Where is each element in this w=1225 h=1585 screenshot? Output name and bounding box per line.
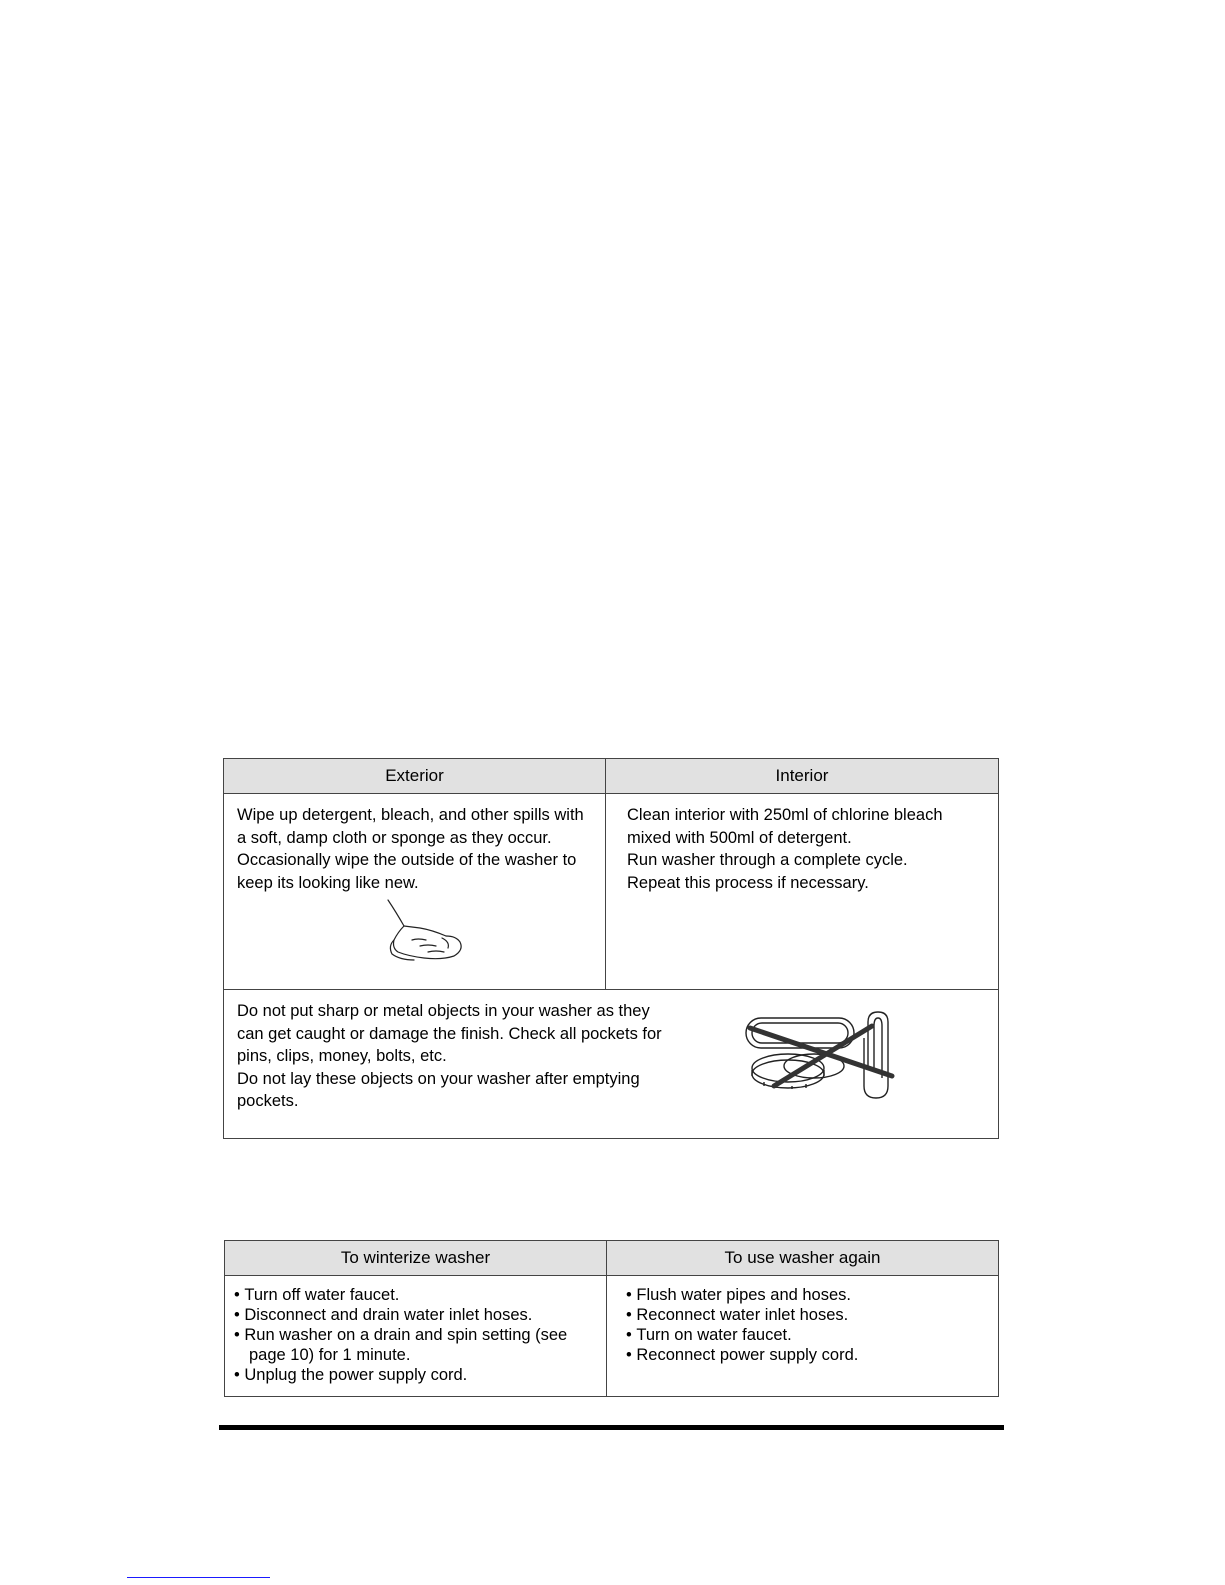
interior-line: Clean interior with 250ml of chlorine bleach bbox=[627, 806, 943, 824]
interior-line: Run washer through a complete cycle. bbox=[627, 851, 908, 869]
interior-header: Interior bbox=[606, 759, 999, 794]
reuse-cell bbox=[607, 1276, 999, 1397]
interior-line: Repeat this process if necessary. bbox=[627, 873, 869, 892]
list-item: • Turn off water faucet. bbox=[234, 1285, 602, 1305]
winterize-cell bbox=[225, 1276, 607, 1397]
warning-line: can get caught or damage the finish. Check all pockets for bbox=[237, 1024, 662, 1043]
winterize-list bbox=[234, 1285, 602, 1385]
warning-line: pins, clips, money, bolts, etc. bbox=[237, 1047, 447, 1065]
list-item: • Turn on water faucet. bbox=[626, 1325, 994, 1345]
hand-wiping-cloth-icon bbox=[384, 898, 474, 970]
crossed-out-metal-objects-icon bbox=[744, 1008, 904, 1108]
page-bottom-rule bbox=[219, 1425, 1004, 1430]
list-item: • Reconnect water inlet hoses. bbox=[626, 1305, 994, 1325]
list-item: • Flush water pipes and hoses. bbox=[626, 1285, 994, 1305]
reuse-list bbox=[626, 1285, 994, 1365]
list-item: • Reconnect power supply cord. bbox=[626, 1345, 994, 1365]
exterior-line: Occasionally wipe the outside of the washer to bbox=[237, 851, 577, 869]
warning-line: pockets. bbox=[237, 1092, 299, 1110]
storage-table bbox=[224, 1240, 999, 1397]
list-item: • Disconnect and drain water inlet hoses. bbox=[234, 1305, 602, 1325]
exterior-line: keep its looking like new. bbox=[237, 873, 419, 892]
exterior-header: Exterior bbox=[224, 759, 606, 794]
exterior-cell bbox=[224, 794, 606, 990]
exterior-line: Wipe up detergent, bleach, and other spills with bbox=[237, 806, 584, 824]
warning-line: Do not lay these objects on your washer after emptying bbox=[237, 1069, 640, 1088]
list-item: • Run washer on a drain and spin setting (see page 10) for 1 minute. bbox=[234, 1325, 602, 1365]
winterize-header: To winterize washer bbox=[225, 1241, 607, 1276]
warning-line: Do not put sharp or metal objects in your washer as they bbox=[237, 1002, 650, 1020]
exterior-line: a soft, damp cloth or sponge as they occur. bbox=[237, 828, 552, 847]
interior-line: mixed with 500ml of detergent. bbox=[627, 828, 852, 847]
footer-link-underline bbox=[127, 1577, 270, 1578]
cleaning-table bbox=[223, 758, 999, 1139]
interior-cell bbox=[606, 794, 999, 990]
list-item: • Unplug the power supply cord. bbox=[234, 1365, 602, 1385]
reuse-header: To use washer again bbox=[607, 1241, 999, 1276]
warning-cell bbox=[224, 990, 999, 1139]
